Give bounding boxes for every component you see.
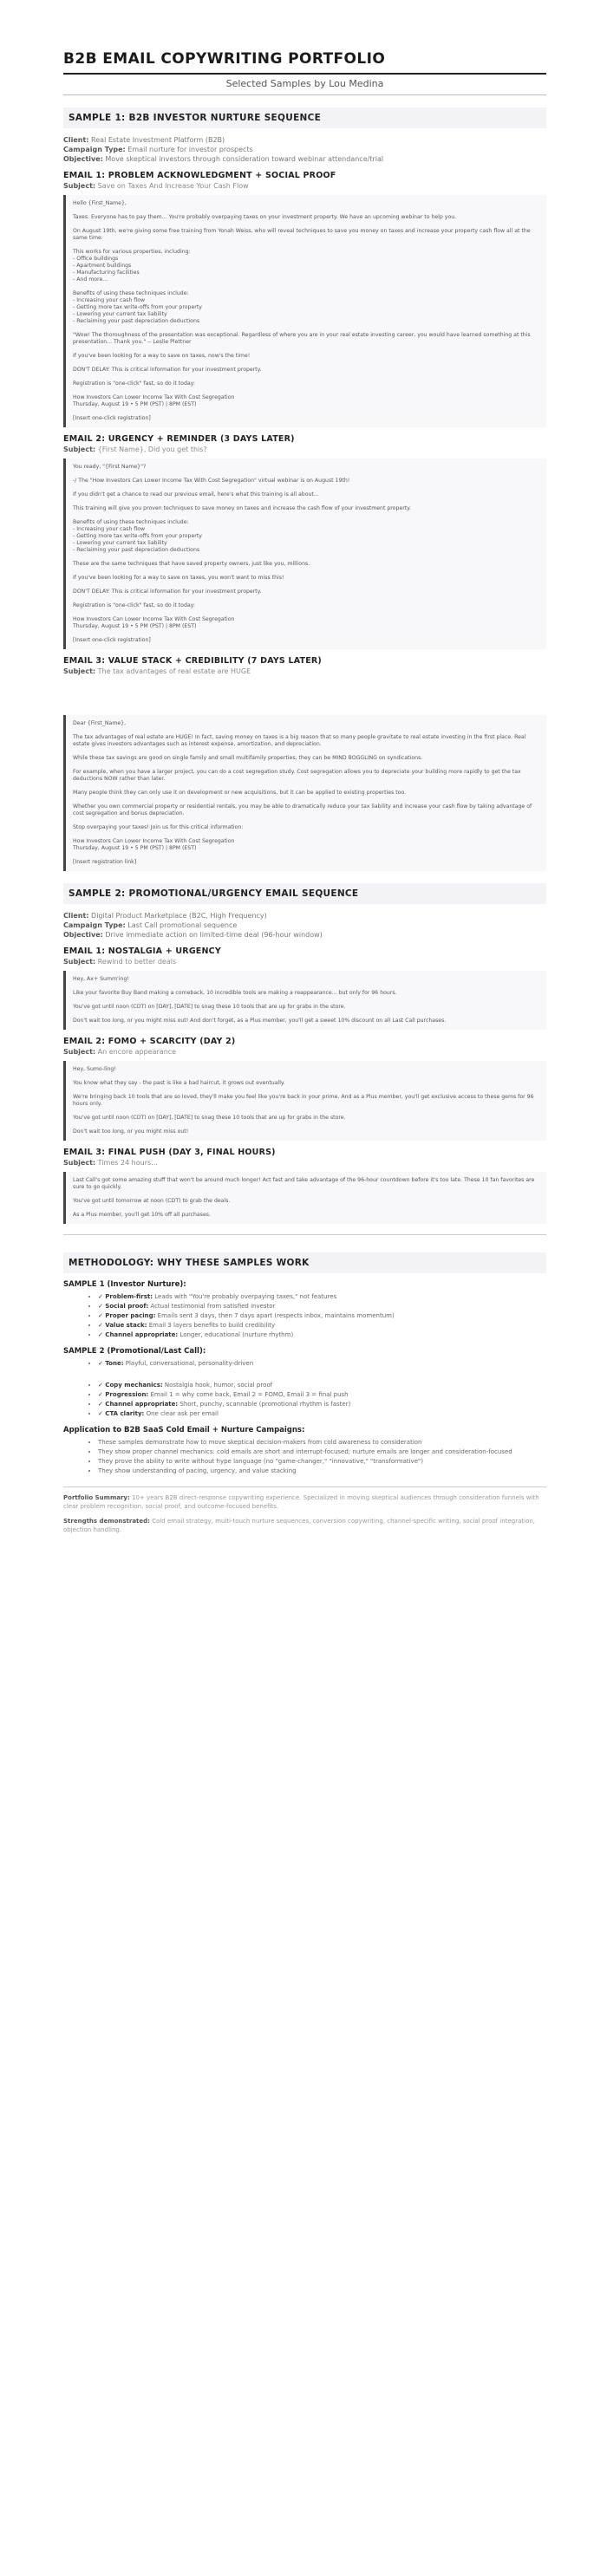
methodology-sample2-head: SAMPLE 2 (Promotional/Last Call): xyxy=(63,1347,206,1356)
email-paragraph: Stop overpaying your taxes! Join us for this critical information: xyxy=(73,824,244,830)
email-paragraph: Hey, Ax+ Summ'ing! xyxy=(73,976,129,982)
list-item: • ✓ Progression: Email 1 = why come back, Email 2 = FOMO, Email 3 = final push xyxy=(98,1390,546,1400)
email-subject: Subject: Times 24 hours... xyxy=(63,1159,158,1167)
email-title: EMAIL 1: NOSTALGIA + URGENCY xyxy=(63,946,221,956)
sample2-client: Client: Digital Product Marketplace (B2C, High Frequency) xyxy=(63,912,267,920)
email-paragraph: How Investors Can Lower Income Tax With Cost Segregation Thursday, August 19 • 5 PM (PST) | 8PM (EST) xyxy=(73,838,235,851)
email-paragraph: Whether you own commercial property or residential rentals, you may be able to dramatically reduce your tax liability and increase your cash flow by taking advantage of cost segregation and bonus depreciation. xyxy=(73,803,532,816)
email-body xyxy=(63,1172,546,1224)
email-paragraph: If you've been looking for a way to save on taxes, now's the time! xyxy=(73,353,251,359)
page-title: B2B EMAIL COPYWRITING PORTFOLIO xyxy=(63,50,546,75)
sample2-objective: Objective: Drive immediate action on limited-time deal (96-hour window) xyxy=(63,931,323,939)
list-item: • ✓ Channel appropriate: Longer, educational (nurture rhythm) xyxy=(98,1330,546,1340)
list-item: • They show proper channel mechanics: cold emails are short and interrupt-focused; nurture emails are longer and consideration-focused xyxy=(98,1447,546,1457)
methodology-sample1-head: SAMPLE 1 (Investor Nurture): xyxy=(63,1280,186,1289)
email-subject: Subject: {First Name}, Did you get this? xyxy=(63,446,207,453)
email-title: EMAIL 2: FOMO + SCARCITY (DAY 2) xyxy=(63,1037,236,1046)
email-paragraph: Benefits of using these techniques include: - Increasing your cash flow - Getting more tax write-offs from your property - Lowering your current tax liability - Reclaiming your past depreciation deductions xyxy=(73,290,202,324)
list-item: • They prove the ability to write without hype language (no "game-changer," "innovative," "transformative") xyxy=(98,1457,546,1467)
email-body xyxy=(63,715,546,871)
email-paragraph: Dear {First_Name}, xyxy=(73,720,127,726)
sample1-header: SAMPLE 1: B2B INVESTOR NURTURE SEQUENCE xyxy=(63,107,546,128)
email-paragraph: "Wow! The thoroughness of the presentation was exceptional. Regardless of where you are in your real estate investing career, you would have learned something at this presentation... Thank you." -- Leslie Plettner xyxy=(73,332,531,345)
methodology-sample2-list xyxy=(63,1359,546,1369)
list-item: • They show understanding of pacing, urgency, and value stacking xyxy=(98,1467,546,1476)
email-body xyxy=(63,971,546,1030)
page-subtitle: Selected Samples by Lou Medina xyxy=(63,78,546,95)
portfolio-summary: Portfolio Summary: 10+ years B2B direct-response copywriting experience. Specialized in moving skeptical audiences through consideration funnels with clear problem recognition, social proof, and outcome-focused benefits. xyxy=(63,1494,539,1510)
strengths-demonstrated: Strengths demonstrated: Cold email strategy, multi-touch nurture sequences, conversion copywriting, channel-specific writing, social proof integration, objection handling. xyxy=(63,1518,536,1533)
methodology-application-head: Application to B2B SaaS Cold Email + Nurture Campaigns: xyxy=(63,1426,305,1434)
email-paragraph: Like your favorite Buy Band making a comeback, 10 incredible tools are making a reappearance... but only for 96 hours. xyxy=(73,990,397,996)
email-paragraph: DON'T DELAY: This is critical information for your investment property. xyxy=(73,589,262,595)
email-paragraph: On August 19th, we're giving some free training from Yonah Weiss, who will reveal techniques to save you money on taxes and increase your property cash flow all at the same time. xyxy=(73,228,531,241)
email-paragraph: This training will give you proven techniques to save money on taxes and increase the cash flow of your investment property. xyxy=(73,505,411,511)
email-paragraph: [Insert one-click registration] xyxy=(73,637,151,643)
email-subject: Subject: An encore appearance xyxy=(63,1048,177,1056)
email-paragraph: Taxes. Everyone has to pay them... You're probably overpaying taxes on your investment property. We have an upcoming webinar to help you. xyxy=(73,214,457,220)
email-paragraph: Registration is "one-click" fast, so do it today: xyxy=(73,381,195,387)
email-paragraph: As a Plus member, you'll get 10% off all purchases. xyxy=(73,1212,211,1218)
email-title: EMAIL 1: PROBLEM ACKNOWLEDGMENT + SOCIAL PROOF xyxy=(63,171,336,180)
sample1-objective: Objective: Move skeptical investors through consideration toward webinar attendance/trial xyxy=(63,155,384,163)
sample2-header: SAMPLE 2: PROMOTIONAL/URGENCY EMAIL SEQUENCE xyxy=(63,883,546,904)
email-paragraph: You know what they say - the past is like a bad haircut, it grows out eventually. xyxy=(73,1080,285,1086)
email-paragraph: Don't wait too long, or you might miss out! xyxy=(73,1129,189,1135)
email-paragraph: You've got until noon (CDT) on [DAY], [DATE] to snag these 10 tools that are up for grabs in the store. xyxy=(73,1004,346,1010)
email-paragraph: For example, when you have a larger project, you can do a cost segregation study. Cost segregation allows you to depreciate your building more rapidly to get the tax deductions NOW rather than later. xyxy=(73,769,521,782)
email-paragraph: [Insert registration link] xyxy=(73,859,137,865)
email-paragraph: Hello {First_Name}, xyxy=(73,200,127,206)
methodology-sample2-list-b xyxy=(63,1381,546,1419)
email-paragraph: Many people think they can only use it on development or new acquisitions, but it can be applied to existing properties too. xyxy=(73,790,407,796)
email-paragraph: This works for various properties, including: - Office buildings - Apartment buildings - Manufacturing facilities - And more... xyxy=(73,249,191,283)
list-item: • These samples demonstrate how to move skeptical decision-makers from cold awareness to consideration xyxy=(98,1438,546,1447)
sample2-campaign: Campaign Type: Last Call promotional sequence xyxy=(63,921,238,929)
email-paragraph: You've got until noon (CDT) on [DAY], [DATE] to snag these 10 tools that are up for grabs in the store. xyxy=(73,1115,346,1121)
methodology-application-list xyxy=(63,1438,546,1476)
email-title: EMAIL 3: VALUE STACK + CREDIBILITY (7 DAYS LATER) xyxy=(63,656,322,666)
sample1-campaign: Campaign Type: Email nurture for investor prospects xyxy=(63,146,253,153)
email-subject: Subject: Rewind to better deals xyxy=(63,958,177,966)
email-paragraph: DON'T DELAY: This is critical information for your investment property. xyxy=(73,367,262,373)
email-subject: Subject: Save on Taxes And Increase Your Cash Flow xyxy=(63,182,249,190)
email-paragraph: We're bringing back 10 tools that are so loved, they'll make you feel like you're back in your prime. And as a Plus member, you'll get exclusive access to these gems for 96 hours only. xyxy=(73,1094,534,1107)
list-item: • ✓ Value stack: Email 3 layers benefits to build credibility xyxy=(98,1321,546,1330)
email-paragraph: You ready, "{First Name}"? xyxy=(73,464,147,470)
email-paragraph: Last Call's got some amazing stuff that won't be around much longer! Act fast and take advantage of the 96-hour countdown before it's too late. These 10 fan favorites are sure to go quickly. xyxy=(73,1177,535,1190)
email-body xyxy=(63,1061,546,1141)
list-item: • ✓ Proper pacing: Emails sent 3 days, then 7 days apart (respects inbox, maintains momentum) xyxy=(98,1311,546,1321)
email-paragraph: You've got until tomorrow at noon (CDT) to grab the deals. xyxy=(73,1198,231,1204)
list-item: • ✓ CTA clarity: One clear ask per email xyxy=(98,1409,546,1419)
list-item: • ✓ Problem-first: Leads with "You're probably overpaying taxes," not features xyxy=(98,1292,546,1302)
email-paragraph: If you've been looking for a way to save on taxes, you won't want to miss this! xyxy=(73,575,284,581)
email-paragraph: Hey, Sumo-ling! xyxy=(73,1066,116,1072)
list-item: • ✓ Tone: Playful, conversational, personality-driven xyxy=(98,1359,546,1369)
divider xyxy=(63,1486,546,1487)
methodology-header: METHODOLOGY: WHY THESE SAMPLES WORK xyxy=(63,1252,546,1273)
sample1-client: Client: Real Estate Investment Platform (B2B) xyxy=(63,136,225,144)
email-paragraph: While these tax savings are good on single family and small multifamily properties, they can be MIND BOGGLING on syndications. xyxy=(73,755,423,761)
list-item: • ✓ Social proof: Actual testimonial from satisfied investor xyxy=(98,1302,546,1311)
email-paragraph: These are the same techniques that have saved property owners, just like you, millions. xyxy=(73,561,310,567)
email-paragraph: Don't wait too long, or you might miss out! And don't forget, as a Plus member, you'll get a sweet 10% discount on all Last Call purchases. xyxy=(73,1018,447,1024)
email-body xyxy=(63,459,546,649)
list-item: • ✓ Copy mechanics: Nostalgia hook, humor, social proof xyxy=(98,1381,546,1390)
email-paragraph: The tax advantages of real estate are HUGE! In fact, saving money on taxes is a big reason that so many people gravitate to real estate investing in the first place. Real estate gives investors advantages such as interest expense, amortization, and depreciation. xyxy=(73,734,526,747)
email-body xyxy=(63,195,546,427)
email-paragraph: -/ The "How Investors Can Lower Income Tax With Cost Segregation" virtual webinar is on August 19th! xyxy=(73,478,350,484)
email-subject: Subject: The tax advantages of real estate are HUGE xyxy=(63,667,251,675)
list-item: • ✓ Channel appropriate: Short, punchy, scannable (promotional rhythm is faster) xyxy=(98,1400,546,1409)
email-title: EMAIL 2: URGENCY + REMINDER (3 DAYS LATER) xyxy=(63,434,295,444)
email-paragraph: How Investors Can Lower Income Tax With Cost Segregation Thursday, August 19 • 5 PM (PST) | 8PM (EST) xyxy=(73,394,235,407)
email-paragraph: [Insert one-click registration] xyxy=(73,415,151,421)
email-paragraph: How Investors Can Lower Income Tax With Cost Segregation Thursday, August 19 • 5 PM (PST) | 8PM (EST) xyxy=(73,616,235,629)
email-paragraph: Benefits of using these techniques include: - Increasing your cash flow - Getting more tax write-offs from your property - Lowering your current tax liability - Reclaiming your past depreciation deductions xyxy=(73,519,202,553)
methodology-sample1-list xyxy=(63,1292,546,1340)
email-paragraph: If you didn't get a chance to read our previous email, here's what this training is all about... xyxy=(73,491,319,498)
divider xyxy=(63,1234,546,1235)
email-paragraph: Registration is "one-click" fast, so do it today: xyxy=(73,602,195,608)
email-title: EMAIL 3: FINAL PUSH (DAY 3, FINAL HOURS) xyxy=(63,1148,276,1157)
